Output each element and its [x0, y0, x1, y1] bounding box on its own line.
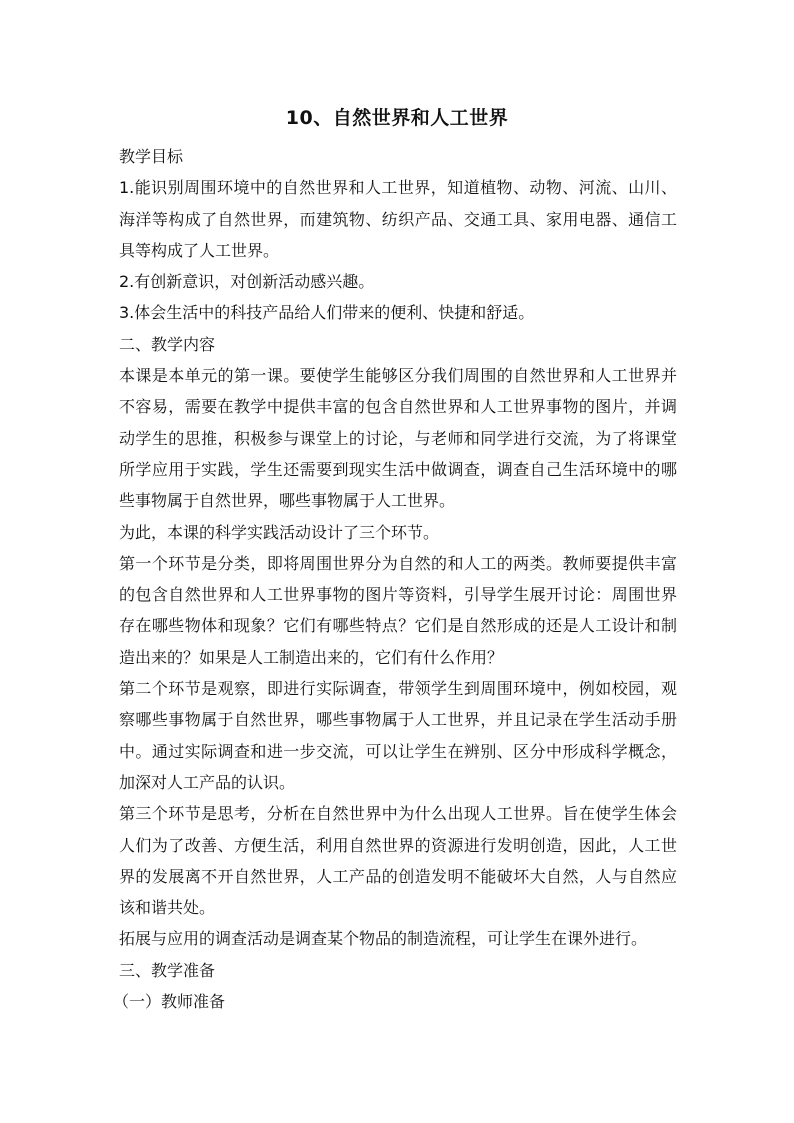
content-paragraph: 拓展与应用的调查活动是调查某个物品的制造流程，可让学生在课外进行。 [119, 929, 648, 949]
section-heading-content: 二、教学内容 [119, 334, 216, 354]
objective-item-3: 3.体会生活中的科技产品给人们带来的便利、快捷和舒适。 [119, 303, 535, 323]
document-title: 10、自然世界和人工世界 [285, 107, 509, 129]
content-paragraph: 第一个环节是分类，即将周围世界分为自然的和人工的两类。教师要提供丰富的包含自然世界和人工世界事物的图片等资料，引导学生展开讨论：周围世界存在哪些物体和现象？它们有哪些特点？它们是自然形成的还是人工设计和制造出来的？如果是人工制造出来的，它们有什么作用？ [119, 553, 677, 667]
content-paragraph: 第三个环节是思考，分析在自然世界中为什么出现人工世界。旨在使学生体会人们为了改善、方便生活，利用自然世界的资源进行发明创造，因此，人工世界的发展离不开自然世界，人工产品的创造发明不能破坏大自然，人与自然应该和谐共处。 [119, 804, 677, 918]
subsection-heading-teacher-prep: （一）教师准备 [113, 992, 226, 1012]
objective-item-1: 1.能识别周围环境中的自然世界和人工世界，知道植物、动物、河流、山川、海洋等构成了自然世界，而建筑物、纺织产品、交通工具、家用电器、通信工具等构成了人工世界。 [119, 178, 677, 260]
section-heading-objectives: 教学目标 [119, 147, 184, 166]
content-paragraph: 第二个环节是观察，即进行实际调查，带领学生到周围环境中，例如校园，观察哪些事物属于自然世界，哪些事物属于人工世界，并且记录在学生活动手册中。通过实际调查和进一步交流，可以让学生在辨别、区分中形成科学概念，加深对人工产品的认识。 [119, 679, 677, 792]
section-heading-preparation: 三、教学准备 [119, 960, 216, 980]
content-paragraph: 为此，本课的科学实践活动设计了三个环节。 [119, 522, 440, 542]
document-body [113, 141, 677, 1017]
content-paragraph: 本课是本单元的第一课。要使学生能够区分我们周围的自然世界和人工世界并不容易，需要在教学中提供丰富的包含自然世界和人工世界事物的图片，并调动学生的思推，积极参与课堂上的讨论，与老师和同学进行交流，为了将课堂所学应用于实践，学生还需要到现实生活中做调查，调查自己生活环境中的哪些事物属于自然世界，哪些事物属于人工世界。 [119, 366, 677, 511]
objective-item-2: 2.有创新意识，对创新活动感兴趣。 [119, 272, 375, 292]
